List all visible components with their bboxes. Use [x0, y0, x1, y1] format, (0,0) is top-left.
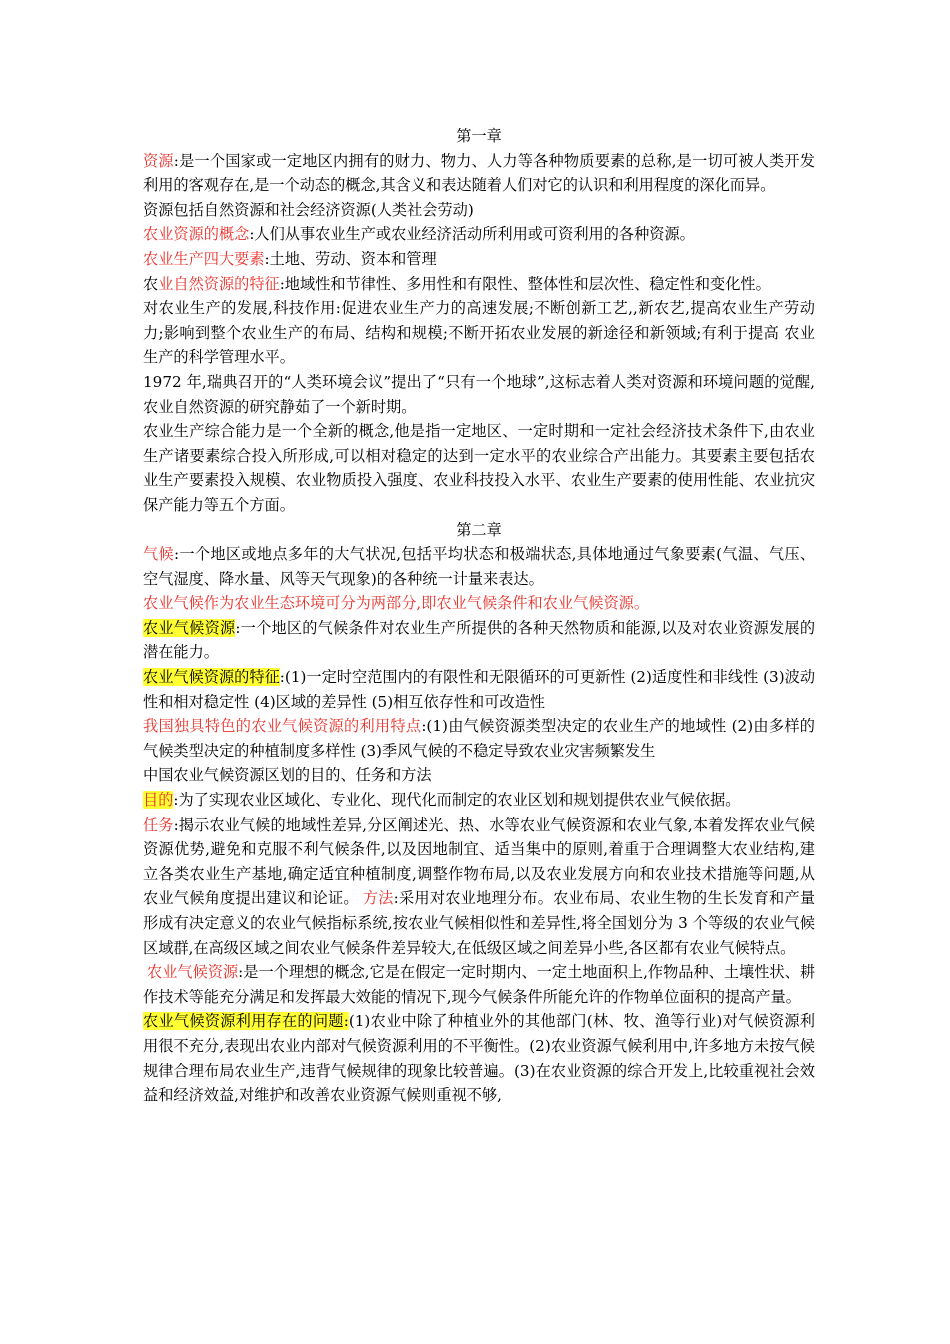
paragraph-agri-climate-resource — [143, 616, 815, 665]
document-page — [143, 124, 815, 1108]
paragraph-1972-conference: 1972 年,瑞典召开的“人类环境会议”提出了“只有一个地球”,这标志着人类对资源和环境问题的觉醒,农业自然资源的研究静茹了一个新时期。 — [143, 372, 815, 416]
paragraph-china-utilization-features — [143, 714, 815, 763]
text-china-utilization-features: :(1)由气候资源类型决定的农业生产的地域性 (2)由多样的气候类型决定的种植制度多样性 (3)季风气候的不稳定导致农业灾害频繁发生 — [143, 717, 815, 760]
text-natural-resource-features: :地域性和节律性、多用性和有限性、整体性和层次性、稳定性和变化性。 — [279, 274, 771, 293]
text-four-elements: :土地、劳动、资本和管理 — [264, 249, 437, 268]
term-agri-resource-concept: 农业资源的概念 — [143, 225, 250, 244]
text-climate-resource-potential: :是一个理想的概念,它是在假定一定时期内、一定土地面积上,作物品种、土壤性状、耕作技术等能充分满足和发挥最大效能的情况下,现今气候条件所能允许的作物单位面积的提高产量。 — [143, 963, 816, 1006]
text-task: :揭示农业气候的地域性差异,分区阐述光、热、水等农业气候资源和农业气象,本着发挥农业气候资源优势,避免和克服不利气候条件,以及因地制宜、适当集中的原则,着重于合理调整大农业结构,建立各类农业生产基地,确定适宜种植制度,调整作物布局,以及农业发展方向和农业技术措施等问题,从农业气候角度提出建议和论证。 — [143, 815, 815, 908]
text-utilization-problems: (1)农业中除了种植业外的其他部门(林、牧、渔等行业)对气候资源利用很不充分,表现出农业内部对气候资源利用的不平衡性。(2)农业资源气候利用中,许多地方未按气候规律合理布局农业生产,违背气候规律的现象比较普遍。(3)在农业资源的综合开发上,比较重视社会效益和经济效益,对维护和改善农业资源气候则重视不够, — [143, 1012, 815, 1105]
paragraph-comprehensive-capacity: 农业生产综合能力是一个全新的概念,他是指一定地区、一定时期和一定社会经济技术条件下,由农业生产诸要素综合投入所形成,可以相对稳定的达到一定水平的农业综合产出能力。其要素主要包括农业生产要素投入规模、农业物质投入强度、农业科技投入水平、农业生产要素的使用性能、农业抗灾保产能力等五个方面。 — [143, 422, 815, 514]
text-resource: :是一个国家或一定地区内拥有的财力、物力、人力等各种物质要素的总称,是一切可被人类开发利用的客观存在,是一个动态的概念,其含义和表达随着人们对它的认识和利用程度的深化而异。 — [143, 151, 816, 195]
paragraph-zoning-task-method — [143, 813, 815, 961]
paragraph-technology-role: 对农业生产的发展,科技作用:促进农业生产力的高速发展;不断创新工艺,,新农艺,提高农业生产劳动力;影响到整个农业生产的布局、结构和规模;不断开拓农业发展的新途径和新领域;有利于提高 农业生产的科学管理水平。 — [143, 299, 815, 367]
term-climate-resource-potential: 农业气候资源 — [147, 963, 239, 982]
paragraph-utilization-problems — [143, 1009, 815, 1107]
term-china-utilization-features: 我国独具特色的农业气候资源的利用特点 — [143, 717, 422, 736]
term-resource: 资源 — [143, 151, 174, 170]
chapter-2-heading: 第二章 — [456, 520, 502, 539]
text-purpose: :为了实现农业区域化、专业化、现代化而制定的农业区划和规划提供农业气候依据。 — [173, 791, 741, 810]
chapter-1-heading: 第一章 — [456, 127, 502, 145]
text-climate: :一个地区或地点多年的大气状况,包括平均状态和极端状态,具体地通过气象要素(气温、气压、空气湿度、降水量、风等天气现象)的各种统一计量来表达。 — [143, 545, 816, 588]
term-climate: 气候 — [143, 545, 174, 564]
term-natural-resource-features: 业自然资源的特征 — [158, 274, 280, 293]
paragraph-agri-resource-concept — [143, 222, 815, 247]
paragraph-climate-resource-potential — [143, 960, 815, 1009]
term-utilization-problems: 农业气候资源利用存在的问题: — [143, 1012, 349, 1031]
term-task: 任务 — [143, 815, 174, 834]
text-agri-resource-concept: :人们从事农业生产或农业经济活动所利用或可资利用的各种资源。 — [249, 225, 695, 244]
paragraph-zoning-purpose — [143, 788, 815, 813]
term-method: 方法 — [362, 889, 394, 908]
paragraph-zoning-title: 中国农业气候资源区划的目的、任务和方法 — [143, 766, 432, 785]
paragraph-four-elements — [143, 247, 815, 272]
text-prefix: 农 — [143, 274, 159, 293]
text-method: :采用对农业地理分布。农业布局、农业生物的生长发育和产量形成有决定意义的农业气候指标系统,按农业气候相似性和差异性,将全国划分为 3 个等级的农业气候区域群,在高级区域之间农业气候条件差异较大,在低级区域之间差异小些,各区都有农业气候特点。 — [143, 889, 816, 957]
paragraph-resource-definition — [143, 149, 815, 198]
paragraph-agri-climate-features — [143, 665, 815, 714]
text-agri-climate-resource: :一个地区的气候条件对农业生产所提供的各种天然物质和能源,以及对农业资源发展的潜在能力。 — [143, 618, 816, 662]
paragraph-resource-types: 资源包括自然资源和社会经济资源(人类社会劳动) — [143, 200, 474, 219]
term-agri-climate-features: 农业气候资源的特征 — [143, 668, 280, 687]
paragraph-natural-resource-features — [143, 272, 815, 297]
term-agri-climate-resource: 农业气候资源 — [143, 618, 236, 637]
paragraph-agri-climate-parts: 农业气候作为农业生态环境可分为两部分,即农业气候条件和农业气候资源。 — [143, 594, 650, 613]
paragraph-climate-definition — [143, 542, 815, 591]
term-purpose: 目的 — [143, 791, 174, 810]
text-agri-climate-features: :(1)一定时空范围内的有限性和无限循环的可更新性 (2)适度性和非线性 (3)波动性和相对稳定性 (4)区域的差异性 (5)相互依存性和可改造性 — [143, 668, 816, 711]
term-four-elements: 农业生产四大要素 — [143, 249, 265, 268]
